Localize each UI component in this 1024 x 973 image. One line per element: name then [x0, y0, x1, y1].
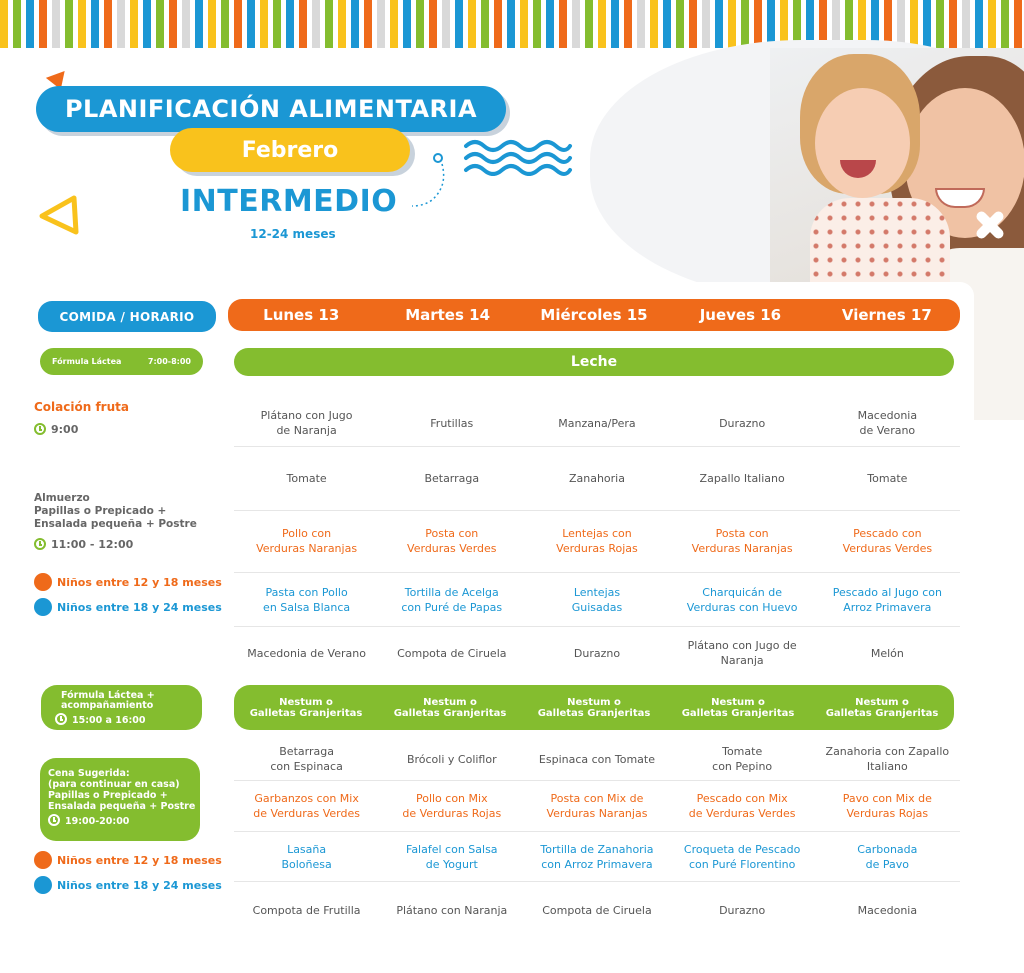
stripe [260, 0, 268, 48]
wave-icon [462, 136, 574, 176]
menu-cell: Nestum o Galletas Granjeritas [825, 696, 939, 719]
menu-cell: Espinaca con Tomate [538, 752, 656, 766]
menu-cell: Zanahoria con Zapallo Italiano [825, 745, 950, 773]
menu-cell: Pavo con Mix de Verduras Rojas [842, 792, 932, 820]
almuerzo-18-24-row [234, 582, 960, 618]
stripe [403, 0, 411, 48]
stripe [754, 0, 762, 48]
stripe [65, 0, 73, 48]
menu-cell: Zapallo Italiano [699, 471, 785, 485]
stripe [559, 0, 567, 48]
menu-cell: Posta con Verduras Verdes [407, 527, 497, 555]
stripe [572, 0, 580, 48]
menu-cell: Compota de Ciruela [542, 903, 652, 917]
level-title: INTERMEDIO [180, 184, 398, 219]
cena-18-24-row [234, 840, 960, 874]
blue-dot-icon [34, 876, 52, 894]
menu-cell: Tortilla de Zanahoria con Arroz Primavera [540, 843, 654, 871]
stripe [988, 0, 996, 48]
day-header-bar [228, 299, 960, 331]
stripe [286, 0, 294, 48]
legend-18-24: Niños entre 18 y 24 meses [34, 876, 222, 894]
menu-cell: Pollo con Mix de Verduras Rojas [402, 792, 502, 820]
cena-12-18-row [234, 789, 960, 823]
almuerzo-label: Almuerzo Papillas o Prepicado + Ensalada pequeña + Postre [34, 492, 197, 530]
menu-cell: Plátano con Naranja [396, 903, 508, 917]
stripe [481, 0, 489, 48]
cena-label: Cena Sugerida: (para continuar en casa) Papillas o Prepicado + Ensalada pequeña + Postre 19:00-20:00 [40, 758, 200, 841]
leche-bar: Leche [234, 348, 954, 376]
stripe [663, 0, 671, 48]
orange-dot-icon [34, 851, 52, 869]
stripe [0, 0, 8, 48]
menu-cell: Falafel con Salsa de Yogurt [406, 843, 498, 871]
menu-cell: Manzana/Pera [558, 416, 636, 430]
clock-icon [34, 538, 46, 550]
stripe [494, 0, 502, 48]
page-title: PLANIFICACIÓN ALIMENTARIA [36, 86, 506, 132]
stripe [650, 0, 658, 48]
day-header: Martes 14 [405, 306, 491, 324]
menu-cell: Croqueta de Pescado con Puré Florentino [683, 843, 801, 871]
stripe [182, 0, 190, 48]
legend-18-24: Niños entre 18 y 24 meses [34, 598, 222, 616]
menu-cell: Posta con Mix de Verduras Naranjas [546, 792, 648, 820]
stripe [611, 0, 619, 48]
menu-cell: Pescado al Jugo con Arroz Primavera [832, 586, 942, 614]
cena-ensalada-row [234, 743, 960, 775]
stripe [364, 0, 372, 48]
stripe [338, 0, 346, 48]
stripe [715, 0, 723, 48]
stripe [442, 0, 450, 48]
stripe [351, 0, 359, 48]
stripe [299, 0, 307, 48]
cena-postre-row [234, 900, 960, 920]
stripe [598, 0, 606, 48]
stripe [910, 0, 918, 48]
stripe [923, 0, 931, 48]
formula-acompanamiento-label: Fórmula Láctea + acompañamiento 15:00 a 16:00 [41, 685, 202, 730]
stripe [26, 0, 34, 48]
almuerzo-postre-row [234, 639, 960, 667]
legend-12-18: Niños entre 12 y 18 meses [34, 573, 222, 591]
menu-cell: Pollo con Verduras Naranjas [256, 527, 358, 555]
stripe [468, 0, 476, 48]
stripe [676, 0, 684, 48]
menu-cell: Nestum o Galletas Granjeritas [249, 696, 363, 719]
menu-cell: Durazno [573, 646, 621, 660]
stripe [156, 0, 164, 48]
stripe [936, 0, 944, 48]
nestum-bar [234, 685, 954, 730]
menu-cell: Tomate [286, 471, 327, 485]
menu-cell: Tortilla de Acelga con Puré de Papas [401, 586, 503, 614]
almuerzo-time: 11:00 - 12:00 [34, 538, 133, 551]
menu-cell: Frutillas [430, 416, 474, 430]
menu-cell: Garbanzos con Mix de Verduras Verdes [253, 792, 360, 820]
stripe [169, 0, 177, 48]
stripe [130, 0, 138, 48]
stripe [325, 0, 333, 48]
stripe [1014, 0, 1022, 48]
menu-cell: Nestum o Galletas Granjeritas [393, 696, 507, 719]
orange-dot-icon [34, 573, 52, 591]
menu-cell: Brócoli y Coliflor [406, 752, 497, 766]
stripe [689, 0, 697, 48]
stripe [429, 0, 437, 48]
colacion-time: 9:00 [34, 423, 78, 436]
stripe [390, 0, 398, 48]
age-range: 12-24 meses [250, 227, 336, 241]
stripe [13, 0, 21, 48]
stripe [533, 0, 541, 48]
stripe [949, 0, 957, 48]
stripe [507, 0, 515, 48]
almuerzo-12-18-row [234, 523, 960, 559]
colacion-row [234, 403, 960, 443]
menu-cell: Compota de Ciruela [397, 646, 507, 660]
stripe [78, 0, 86, 48]
cross-icon [973, 208, 1007, 242]
blue-dot-icon [34, 598, 52, 616]
menu-cell: Durazno [719, 903, 766, 917]
stripe [455, 0, 463, 48]
stripe [247, 0, 255, 48]
almuerzo-ensalada-row [234, 465, 960, 491]
day-header: Viernes 17 [841, 306, 932, 324]
stripe [741, 0, 749, 48]
day-header: Jueves 16 [699, 306, 782, 324]
menu-cell: Charquicán de Verduras con Huevo [686, 586, 798, 614]
menu-cell: Macedonia [857, 903, 918, 917]
menu-cell: Pasta con Pollo en Salsa Blanca [263, 586, 351, 614]
stripe [195, 0, 203, 48]
menu-cell: Betarraga con Espinaca [270, 745, 343, 773]
triangle-outline-icon [36, 192, 82, 238]
menu-cell: Melón [870, 646, 904, 660]
stripe [702, 0, 710, 48]
stripe [208, 0, 216, 48]
stripe [416, 0, 424, 48]
menu-cell: Nestum o Galletas Granjeritas [537, 696, 651, 719]
clock-icon [48, 814, 60, 826]
stripe [377, 0, 385, 48]
stripe [962, 0, 970, 48]
day-header: Miércoles 15 [540, 306, 648, 324]
stripe [520, 0, 528, 48]
day-header: Lunes 13 [263, 306, 340, 324]
clock-icon [34, 423, 46, 435]
stripe [585, 0, 593, 48]
stripe [312, 0, 320, 48]
menu-cell: Plátano con Jugo de Naranja [687, 639, 797, 667]
clock-icon [55, 713, 67, 725]
stripe [624, 0, 632, 48]
menu-cell: Macedonia de Verano [247, 646, 366, 660]
stripe [975, 0, 983, 48]
stripe [39, 0, 47, 48]
month-label: Febrero [170, 128, 410, 172]
menu-cell: Pescado con Mix de Verduras Verdes [688, 792, 796, 820]
menu-cell: Lentejas Guisadas [571, 586, 623, 614]
menu-cell: Posta con Verduras Naranjas [691, 527, 793, 555]
menu-cell: Betarraga [424, 471, 480, 485]
dotted-line-icon [410, 150, 456, 210]
menu-cell: Tomate con Pepino [712, 745, 773, 773]
stripe [234, 0, 242, 48]
legend-12-18: Niños entre 12 y 18 meses [34, 851, 222, 869]
formula-lactea-label [40, 348, 203, 375]
stripe [117, 0, 125, 48]
stripe [52, 0, 60, 48]
formula-label: Fórmula Láctea [52, 357, 122, 366]
menu-cell: Carbonada de Pavo [857, 843, 918, 871]
menu-cell: Pescado con Verduras Verdes [842, 527, 933, 555]
stripe [728, 0, 736, 48]
stripe [91, 0, 99, 48]
menu-cell: Plátano con Jugo de Naranja [260, 409, 353, 437]
colacion-label: Colación fruta [34, 400, 129, 414]
menu-cell: Durazno [719, 416, 766, 430]
meal-time-header: COMIDA / HORARIO [38, 301, 216, 332]
menu-cell: Nestum o Galletas Granjeritas [681, 696, 795, 719]
menu-cell: Compota de Frutilla [252, 903, 361, 917]
stripe [143, 0, 151, 48]
menu-cell: Zanahoria [568, 471, 625, 485]
formula-time: 7:00-8:00 [147, 357, 191, 366]
menu-cell: Lasaña Boloñesa [281, 843, 332, 871]
stripe [1001, 0, 1009, 48]
stripe [104, 0, 112, 48]
menu-cell: Macedonia de Verano [857, 409, 918, 437]
menu-cell: Lentejas con Verduras Rojas [556, 527, 638, 555]
stripe [221, 0, 229, 48]
menu-cell: Tomate [867, 471, 908, 485]
stripe [637, 0, 645, 48]
stripe [546, 0, 554, 48]
stripe [273, 0, 281, 48]
